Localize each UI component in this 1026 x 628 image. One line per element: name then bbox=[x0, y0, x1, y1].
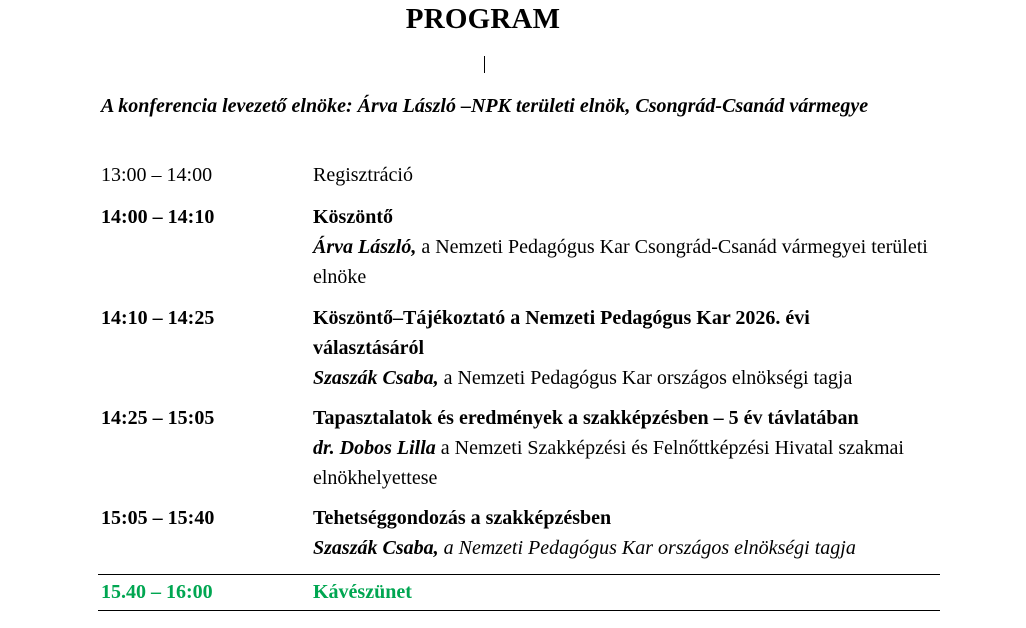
schedule-time: 14:25 – 15:05 bbox=[101, 407, 215, 429]
divider-top bbox=[98, 574, 940, 575]
schedule-title: Kávészünet bbox=[313, 581, 412, 603]
speaker-name: Szaszák Csaba, bbox=[313, 537, 439, 559]
schedule-title: Köszöntő bbox=[313, 206, 393, 228]
speaker-role: a Nemzeti Szakképzési és Felnőttképzési Hivatal szakmai elnökhelyettese bbox=[313, 437, 904, 489]
speaker-role: a Nemzeti Pedagógus Kar országos elnökségi tagja bbox=[438, 537, 856, 559]
schedule-title: Köszöntő–Tájékoztató a Nemzeti Pedagógus Kar 2026. évi választásáról bbox=[313, 307, 810, 359]
schedule-time: 14:10 – 14:25 bbox=[101, 307, 215, 329]
speaker-role: a Nemzeti Pedagógus Kar Csongrád-Csanád vármegyei területi elnöke bbox=[313, 236, 928, 288]
text-cursor bbox=[484, 56, 485, 73]
schedule-title: Regisztráció bbox=[313, 164, 413, 186]
speaker-name: dr. Dobos Lilla bbox=[313, 437, 436, 459]
schedule-title: Tehetséggondozás a szakképzésben bbox=[313, 507, 612, 529]
schedule-time: 14:00 – 14:10 bbox=[101, 206, 215, 228]
schedule-title: Tapasztalatok és eredmények a szakképzésben – 5 év távlatában bbox=[313, 407, 859, 429]
speaker-name: Szaszák Csaba, bbox=[313, 367, 439, 389]
conference-chair: A konferencia levezető elnöke: Árva László –NPK területi elnök, Csongrád-Csanád vármegye bbox=[101, 95, 869, 117]
speaker-name: Árva László, bbox=[313, 236, 417, 258]
divider-bottom bbox=[98, 610, 940, 611]
schedule-time: 15.40 – 16:00 bbox=[101, 581, 213, 603]
schedule-time: 13:00 – 14:00 bbox=[101, 164, 213, 186]
schedule-time: 15:05 – 15:40 bbox=[101, 507, 215, 529]
page-title: PROGRAM bbox=[405, 3, 561, 35]
speaker-role: a Nemzeti Pedagógus Kar országos elnökségi tagja bbox=[438, 367, 853, 389]
